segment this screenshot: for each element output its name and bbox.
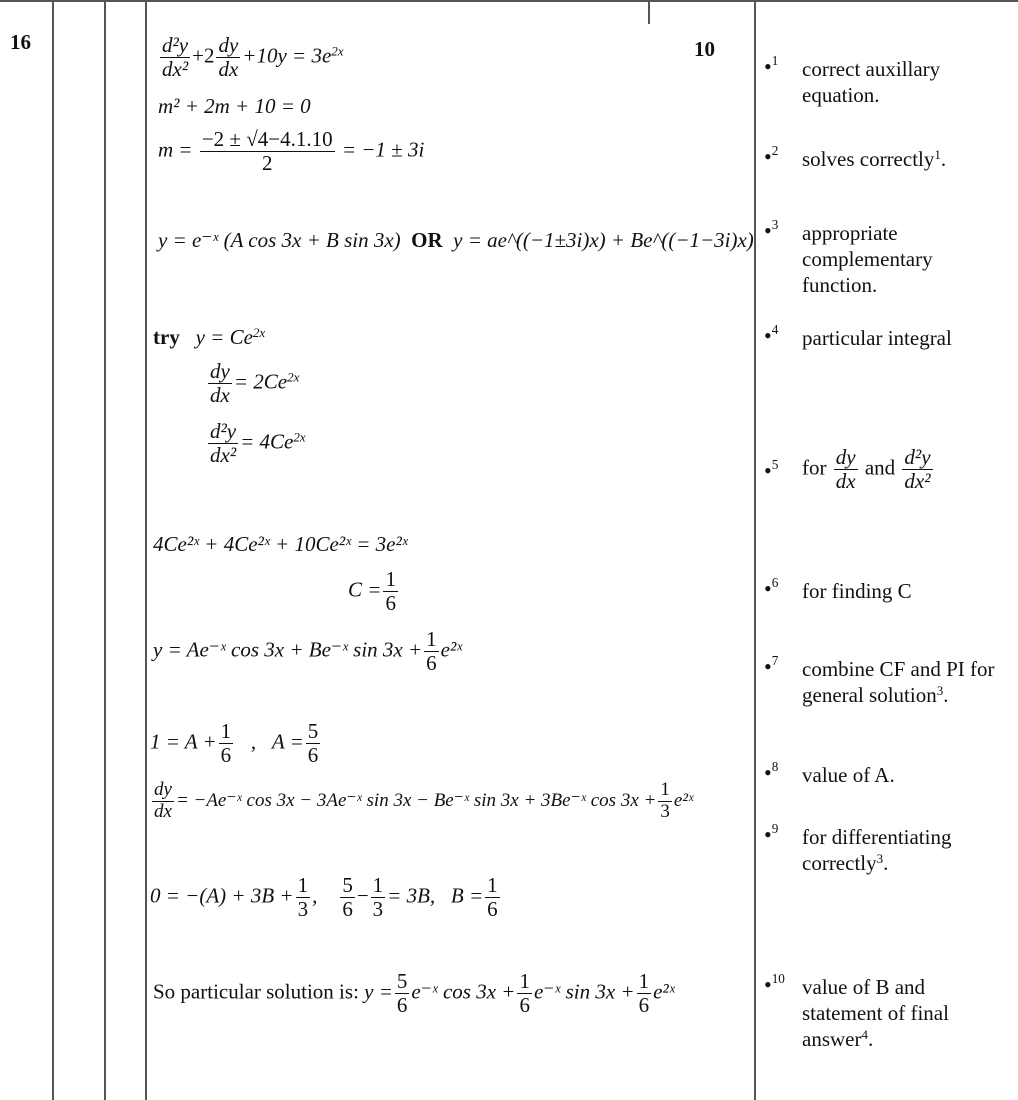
column-divider-1 — [52, 0, 54, 1100]
question-number: 16 — [10, 30, 31, 54]
column-divider-4 — [754, 0, 756, 1100]
complementary-function: y = e⁻ˣ (A cos 3x + B sin 3x) OR y = ae^((−1±3i)x) + Be^((−1−3i)x) — [158, 228, 754, 252]
first-derivative: $\frac{dy}{dx}$ = $2Ce^{2x}$ — [210, 359, 300, 408]
derivative-of-general-solution: $\frac{dy}{dx}$ = −Ae⁻ˣ cos 3x − 3Ae⁻ˣ sin 3x − Be⁻ˣ sin 3x + 3Be⁻ˣ cos 3x + $\frac{1}{3}$ e²ˣ — [154, 779, 694, 822]
column-divider-2 — [104, 0, 106, 1100]
general-solution: y = Ae⁻ˣ cos 3x + Be⁻ˣ sin 3x + $\frac{1}{6}$ e²ˣ — [153, 627, 463, 676]
value-of-b-line: 0 = −(A) + 3B + $\frac{1}{3}$ , $\frac{5}{6}$ − $\frac{1}{3}$ = 3B, B = $\frac{1}{6}$ — [150, 873, 498, 922]
table-top-border — [0, 0, 1018, 2]
constant-c: C = $\frac{1}{6}$ — [348, 567, 396, 616]
trial-solution: try $y = Ce^{2x}$ — [153, 324, 266, 349]
column-divider-3 — [145, 0, 147, 1100]
final-particular-solution: So particular solution is: y = $\frac{5}{6}$ e⁻ˣ cos 3x + $\frac{1}{6}$ e⁻ˣ sin 3x + $\frac{1}{6}$ e²ˣ — [153, 969, 675, 1018]
auxiliary-equation: m² + 2m + 10 = 0 — [158, 94, 311, 118]
marks-total: 10 — [694, 37, 715, 61]
value-of-a-line: 1 = A + $\frac{1}{6}$ , A = $\frac{5}{6}$ — [150, 719, 319, 768]
differential-equation: $\frac{\text{d²y}}{\text{dx²}}$ +2 $\frac{dy}{dx}$ $+10y = 3e^{2x}$ — [162, 33, 344, 82]
substitution-line: 4Ce²ˣ + 4Ce²ˣ + 10Ce²ˣ = 3e²ˣ — [153, 532, 408, 556]
second-derivative: $\frac{\text{d²y}}{\text{dx²}}$ = $4Ce^{2x}$ — [210, 419, 306, 468]
roots-line: m = $\frac{-2 \pm √4-4.1.10}{2}$ = −1 ± 3i — [158, 127, 425, 176]
text-cursor-mark — [648, 0, 650, 24]
